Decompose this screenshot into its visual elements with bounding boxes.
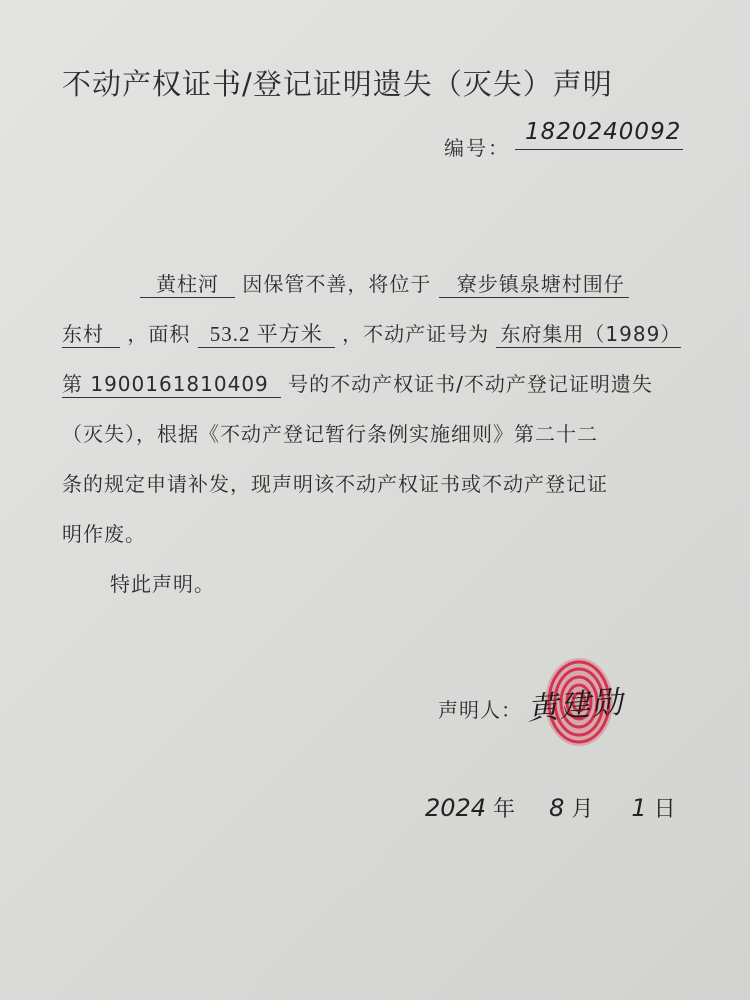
date-day: 1 xyxy=(631,794,647,822)
owner-name: 黄柱河 xyxy=(140,271,235,298)
document-number: 1820240092 xyxy=(515,114,683,150)
body-text: 因保管不善，将位于 xyxy=(242,272,432,296)
body-line-5: 条的规定申请补发，现声明该不动产权证书或不动产登记证 xyxy=(62,472,608,496)
body-line-2 xyxy=(62,318,681,358)
body-text: 号的不动产权证书/不动产登记证明遗失 xyxy=(288,372,653,396)
date-day-char: 日 xyxy=(653,797,676,822)
closing-statement: 特此声明。 xyxy=(110,572,215,596)
number-label: 编号： xyxy=(444,136,510,160)
date-year-char: 年 xyxy=(493,797,516,822)
date-year: 2024 xyxy=(425,794,487,822)
body-text: ，不动产证号为 xyxy=(342,322,490,346)
body-line-6: 明作废。 xyxy=(62,522,146,546)
handwritten-signature: 黄建勋 xyxy=(526,684,625,728)
property-location-part2: 东村 xyxy=(62,321,120,348)
date-month: 8 xyxy=(549,794,565,822)
body-line-3 xyxy=(62,368,653,408)
signer-label: 声明人： xyxy=(438,698,522,722)
body-text: ，面积 xyxy=(127,322,191,346)
certificate-number-part1: 东府集用（1989） xyxy=(496,321,681,348)
property-location-part1: 寮步镇泉塘村围仔 xyxy=(439,271,629,298)
document-title: 不动产权证书/登记证明遗失（灭失）声明 xyxy=(62,67,613,101)
declaration-date xyxy=(425,792,676,823)
body-line-1 xyxy=(140,268,629,308)
date-month-char: 月 xyxy=(571,797,594,822)
property-area: 53.2 平方米 xyxy=(198,321,335,348)
body-line-4: （灭失），根据《不动产登记暂行条例实施细则》第二十二 xyxy=(62,422,598,446)
certificate-number-part2: 第 1900161810409 xyxy=(62,371,281,398)
